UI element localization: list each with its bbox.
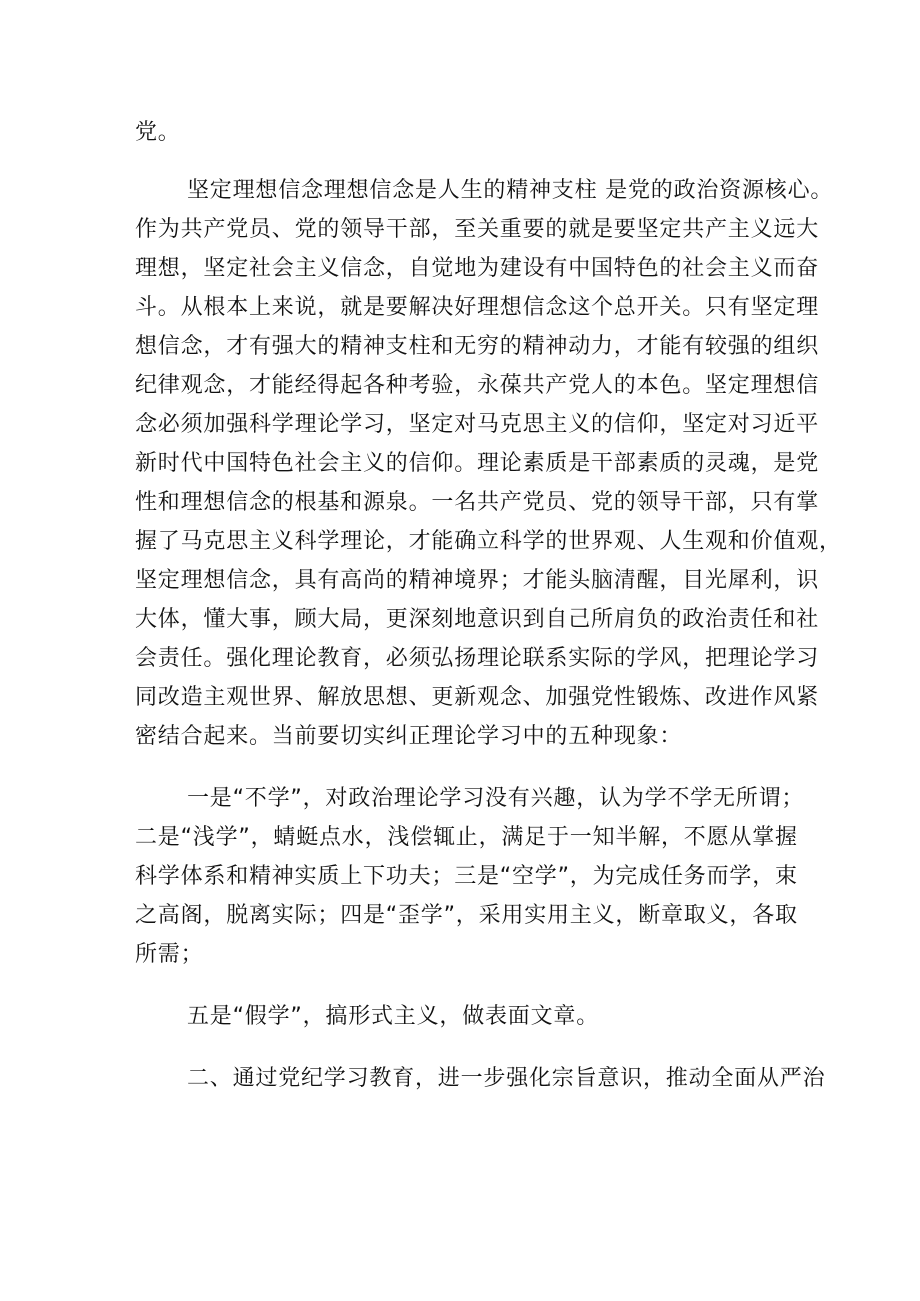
- text-line: 党。: [135, 120, 181, 145]
- text-line: 二是“浅学”，蜻蜓点水，浅偿辄止，满足于一知半解，不愿从掌握: [135, 825, 798, 850]
- text-line: 握了马克思主义科学理论，才能确立科学的世界观、人生观和价值观，: [135, 529, 842, 554]
- text-line: 科学体系和精神实质上下功夫；三是“空学”，为完成任务而学，束: [135, 864, 798, 889]
- text-line: 性和理想信念的根基和源泉。一名共产党员、党的领导干部，只有掌: [135, 490, 820, 515]
- text-line: 大体，懂大事，顾大局，更深刻地意识到自己所肩负的政治责任和社: [135, 607, 820, 632]
- text-line: 二、通过党纪学习教育，进一步强化宗旨意识，推动全面从严治: [187, 1066, 826, 1091]
- text-line: 之高阁，脱离实际；四是“歪学”，采用实用主义，断章取义，各取: [135, 903, 798, 928]
- text-line: 同改造主观世界、解放思想、更新观念、加强党性锻炼、改进作风紧: [135, 685, 820, 710]
- text-line: 坚定理想信念理想信念是人生的精神支柱 是党的政治资源核心。: [187, 178, 834, 203]
- text-line: 坚定理想信念，具有高尚的精神境界；才能头脑清醒，目光犀利，识: [135, 568, 820, 593]
- text-line: 想信念，才有强大的精神支柱和无穷的精神动力，才能有较强的组织: [135, 334, 820, 359]
- text-line: 作为共产党员、党的领导干部，至关重要的就是要坚定共产主义远大: [135, 217, 820, 242]
- text-line: 念必须加强科学理论学习，坚定对马克思主义的信仰，坚定对习近平: [135, 412, 820, 437]
- text-line: 纪律观念，才能经得起各种考验，永葆共产党人的本色。坚定理想信: [135, 373, 820, 398]
- text-line: 一是“不学”，对政治理论学习没有兴趣，认为学不学无所谓；: [187, 786, 805, 811]
- text-line: 理想，坚定社会主义信念，自觉地为建设有中国特色的社会主义而奋: [135, 256, 820, 281]
- text-line: 所需；: [135, 942, 204, 967]
- text-line: 斗。从根本上来说，就是要解决好理想信念这个总开关。只有坚定理: [135, 295, 820, 320]
- text-line: 会责任。强化理论教育，必须弘扬理论联系实际的学风，把理论学习: [135, 646, 820, 671]
- text-line: 密结合起来。当前要切实纠正理论学习中的五种现象：: [135, 724, 683, 749]
- text-line: 新时代中国特色社会主义的信仰。理论素质是干部素质的灵魂，是党: [135, 451, 820, 476]
- text-line: 五是“假学”，搞形式主义，做表面文章。: [187, 1004, 599, 1029]
